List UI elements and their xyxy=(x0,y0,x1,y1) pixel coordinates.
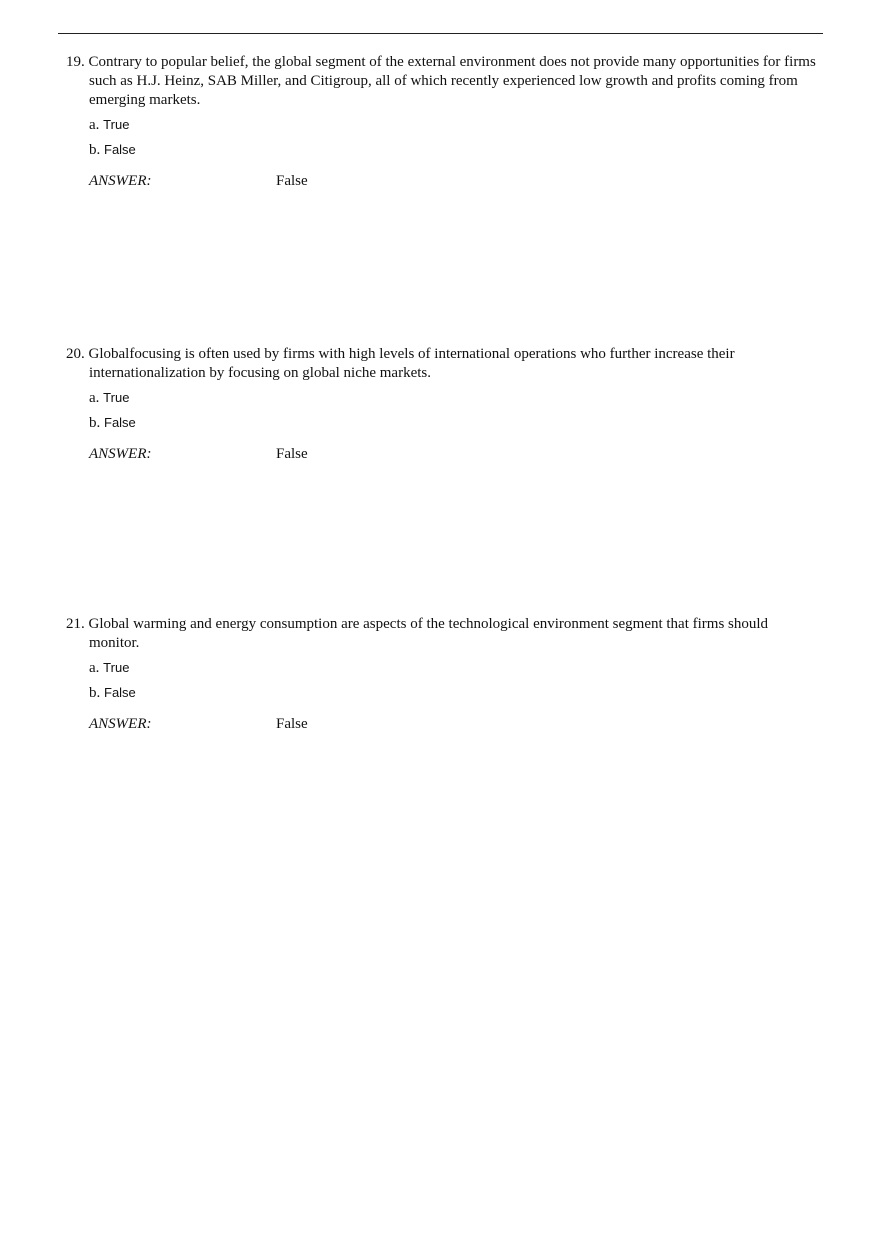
option-letter: b. xyxy=(89,685,101,701)
option-a[interactable] xyxy=(89,388,746,408)
option-label: False xyxy=(104,415,136,430)
question-body: Global warming and energy consumption are aspects of the technological environment segment that firms should monitor. xyxy=(88,616,769,651)
option-a[interactable] xyxy=(89,658,816,678)
answer-label: ANSWER: xyxy=(89,173,152,189)
question-number: 21. xyxy=(66,616,85,632)
answer-label: ANSWER: xyxy=(89,716,152,732)
question-text xyxy=(66,615,816,653)
answer-row xyxy=(89,715,816,734)
question-19 xyxy=(66,53,816,191)
option-b[interactable] xyxy=(89,140,816,160)
option-letter: a. xyxy=(89,390,100,406)
option-b[interactable] xyxy=(89,683,816,703)
question-21 xyxy=(66,615,816,734)
option-label: True xyxy=(103,390,130,405)
answer-row xyxy=(89,445,746,464)
option-letter: b. xyxy=(89,415,101,431)
option-label: False xyxy=(104,142,136,157)
question-number: 19. xyxy=(66,54,85,70)
question-text xyxy=(66,345,746,383)
option-label: False xyxy=(104,685,136,700)
option-label: True xyxy=(103,660,130,675)
question-body: Globalfocusing is often used by firms with high levels of international operations who further increase their internationalization by focusing on global niche markets. xyxy=(88,346,735,381)
question-number: 20. xyxy=(66,346,85,362)
answer-label: ANSWER: xyxy=(89,446,152,462)
answer-row xyxy=(89,172,816,191)
option-letter: a. xyxy=(89,117,100,133)
option-letter: a. xyxy=(89,660,100,676)
question-text xyxy=(66,53,816,110)
answer-value: False xyxy=(276,446,308,462)
answer-value: False xyxy=(276,716,308,732)
option-a[interactable] xyxy=(89,115,816,135)
option-b[interactable] xyxy=(89,413,746,433)
option-letter: b. xyxy=(89,142,101,158)
answer-value: False xyxy=(276,173,308,189)
question-20 xyxy=(66,345,746,464)
header-rule xyxy=(58,33,823,34)
question-body: Contrary to popular belief, the global segment of the external environment does not provide many opportunities for firms such as H.J. Heinz, SAB Miller, and Citigroup, all of which recently experienced low growth and profits coming from emerging markets. xyxy=(88,54,816,108)
option-label: True xyxy=(103,117,130,132)
